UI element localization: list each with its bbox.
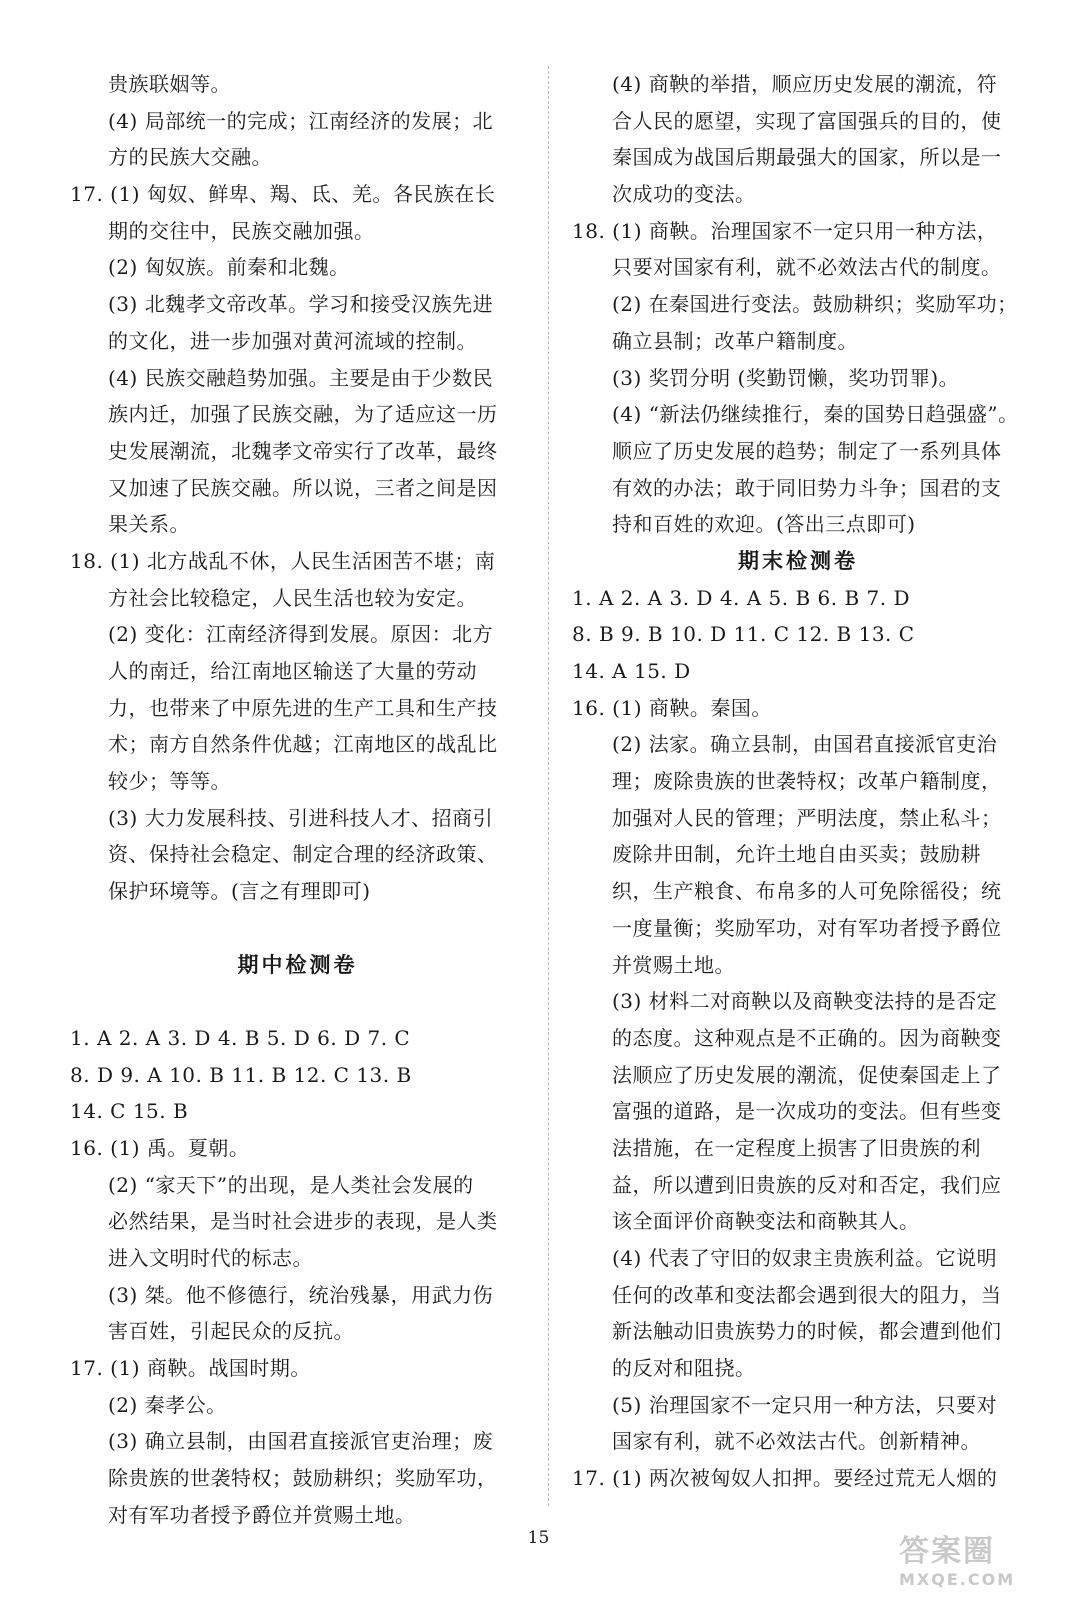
answer-line: 方社会比较稳定，人民生活也较为安定。 (108, 585, 477, 610)
answer-line: (4) 代表了守旧的奴隶主贵族利益。它说明 (612, 1246, 998, 1270)
answer-line: (3) 确立县制，由国君直接派官吏治理；废 (108, 1429, 494, 1454)
answer-line: (3) 材料二对商鞅以及商鞅变法持的是否定 (612, 989, 998, 1014)
answer-line: 17. (1) 匈奴、鲜卑、羯、氐、羌。各民族在长 (70, 182, 496, 207)
answer-line: 的文化，进一步加强对黄河流域的控制。 (108, 328, 477, 353)
answer-line: 16. (1) 商鞅。秦国。 (572, 695, 772, 720)
answer-line: 废除井田制，允许土地自由买卖；鼓励耕 (612, 842, 981, 867)
answer-line: 益，所以遭到旧贵族的反对和否定，我们应 (612, 1172, 1002, 1197)
answer-line: 并赏赐土地。 (612, 952, 735, 977)
watermark-url: MXQE.COM (899, 1570, 1016, 1589)
section-heading: 期中检测卷 (237, 951, 358, 977)
answer-line: 18. (1) 商鞅。治理国家不一定只用一种方法， (572, 218, 998, 243)
watermark-logo (899, 1526, 1049, 1589)
answer-line: 必然结果，是当时社会进步的表现，是人类 (108, 1209, 498, 1234)
answer-line: 又加速了民族交融。所以说，三者之间是因 (108, 475, 498, 500)
answer-line: (4) “新法仍继续推行，秦的国势日趋强盛”。 (612, 402, 1019, 427)
answer-line: 17. (1) 商鞅。战国时期。 (70, 1356, 311, 1381)
answer-line: 次成功的变法。 (612, 182, 756, 207)
answer-line: 14. C 15. B (70, 1099, 189, 1124)
answer-line: 的态度。这种观点是不正确的。因为商鞅变 (612, 1025, 1002, 1050)
answer-line: 只要对国家有利，就不必效法古代的制度。 (612, 255, 1002, 280)
answer-line: 的反对和阻挠。 (612, 1356, 756, 1381)
answer-line: (4) 商鞅的举措，顺应历史发展的潮流，符 (612, 72, 998, 96)
answer-line: (3) 大力发展科技、引进科技人才、招商引 (108, 805, 494, 830)
answer-line: 新法触动旧贵族势力的时候，都会遭到他们 (612, 1319, 1002, 1344)
answer-line: 力，也带来了中原先进的生产工具和生产技 (108, 695, 498, 720)
answer-line: 14. A 15. D (572, 659, 691, 683)
answer-line: 方的民族大交融。 (108, 145, 272, 170)
answer-line: 确立县制；改革户籍制度。 (612, 328, 858, 353)
answer-line: 秦国成为战国后期最强大的国家，所以是一 (612, 145, 1002, 170)
answer-line: 术；南方自然条件优越；江南地区的战乱比 (108, 732, 498, 757)
answer-line: 18. (1) 北方战乱不休，人民生活困苦不堪；南 (70, 548, 496, 573)
answer-line: 顺应了历史发展的趋势；制定了一系列具体 (612, 438, 1002, 463)
answer-line: 加强对人民的管理；严明法度，禁止私斗； (612, 805, 1002, 830)
answer-line: (2) 秦孝公。 (108, 1392, 227, 1417)
answer-line: 较少；等等。 (108, 769, 231, 794)
answer-line: 果关系。 (108, 512, 190, 537)
answer-line: 害百姓，引起民众的反抗。 (108, 1319, 354, 1344)
answer-line: 持和百姓的欢迎。(答出三点即可) (612, 512, 916, 537)
answer-line: (3) 奖罚分明 (奖勤罚懒，奖功罚罪)。 (612, 365, 960, 390)
answer-line: 16. (1) 禹。夏朝。 (70, 1135, 250, 1160)
answer-line: (4) 民族交融趋势加强。主要是由于少数民 (108, 365, 494, 390)
answer-line: 法顺应了历史发展的潮流，促使秦国走上了 (612, 1062, 1002, 1087)
answer-line: (2) 匈奴族。前秦和北魏。 (108, 255, 350, 280)
answer-line: 富强的道路，是一次成功的变法。但有些变 (612, 1099, 1002, 1124)
answer-line: 该全面评价商鞅变法和商鞅其人。 (612, 1209, 920, 1234)
answer-line: 族内迁，加强了民族交融，为了适应这一历 (108, 402, 498, 427)
answer-line: (3) 桀。他不修德行，统治残暴，用武力伤 (108, 1282, 494, 1307)
answer-line: (4) 局部统一的完成；江南经济的发展；北 (108, 108, 494, 133)
answer-line: 任何的改革和变法都会遇到很大的阻力，当 (612, 1282, 1002, 1307)
answer-line: 资、保持社会稳定、制定合理的经济政策、 (108, 842, 498, 867)
answer-line (70, 983, 525, 1020)
answer-line: 对有军功者授予爵位并赏赐土地。 (108, 1502, 416, 1527)
answer-line: 除贵族的世袭特权；鼓励耕织；奖励军功， (108, 1466, 498, 1491)
answer-line: 织，生产粮食、布帛多的人可免除徭役；统 (612, 879, 1002, 904)
answer-line (70, 910, 525, 947)
answer-line: (3) 北魏孝文帝改革。学习和接受汉族先进 (108, 292, 494, 317)
answer-line: (2) “家天下”的出现，是人类社会发展的 (108, 1172, 474, 1197)
answer-line: 保护环境等。(言之有理即可) (108, 879, 371, 904)
answer-line: 合人民的愿望，实现了富国强兵的目的，使 (612, 108, 1002, 133)
answer-line: 1. A 2. A 3. D 4. A 5. B 6. B 7. D (572, 585, 911, 610)
column-divider (548, 66, 549, 1506)
answer-line: 理；废除贵族的世袭特权；改革户籍制度， (612, 769, 1002, 794)
answer-line: 一度量衡；奖励军功，对有军功者授予爵位 (612, 915, 1002, 940)
answer-line: (2) 在秦国进行变法。鼓励耕织；奖励军功； (612, 292, 1018, 317)
answer-line: 进入文明时代的标志。 (108, 1246, 313, 1270)
page-number: 15 (527, 1528, 550, 1548)
right-column (572, 66, 1024, 1497)
answer-line: 8. D 9. A 10. B 11. B 12. C 13. B (70, 1062, 412, 1087)
watermark-logo-text: 答案圈 (899, 1534, 995, 1569)
answer-line: 法措施，在一定程度上损害了旧贵族的利 (612, 1135, 981, 1160)
answer-line: 8. B 9. B 10. D 11. C 12. B 13. C (572, 622, 915, 647)
section-heading: 期末检测卷 (738, 547, 858, 573)
answer-line: (5) 治理国家不一定只用一种方法，只要对 (612, 1392, 998, 1417)
answer-line: 1. A 2. A 3. D 4. B 5. D 6. D 7. C (70, 1025, 411, 1050)
answer-line: 史发展潮流，北魏孝文帝实行了改革，最终 (108, 438, 498, 463)
answer-line: 期的交往中，民族交融加强。 (108, 218, 375, 243)
answer-line: 人的南迁，给江南地区输送了大量的劳动 (108, 659, 477, 683)
answer-line: 贵族联姻等。 (108, 72, 231, 96)
left-column (70, 66, 525, 1534)
answer-line: 17. (1) 两次被匈奴人扣押。要经过荒无人烟的 (572, 1466, 998, 1491)
answer-line: 国家有利，就不必效法古代。创新精神。 (612, 1429, 981, 1454)
answer-line: (2) 法家。确立县制，由国君直接派官吏治 (612, 732, 998, 757)
answer-line: 有效的办法；敢于同旧势力斗争；国君的支 (612, 475, 1002, 500)
answer-line: (2) 变化：江南经济得到发展。原因：北方 (108, 622, 494, 647)
